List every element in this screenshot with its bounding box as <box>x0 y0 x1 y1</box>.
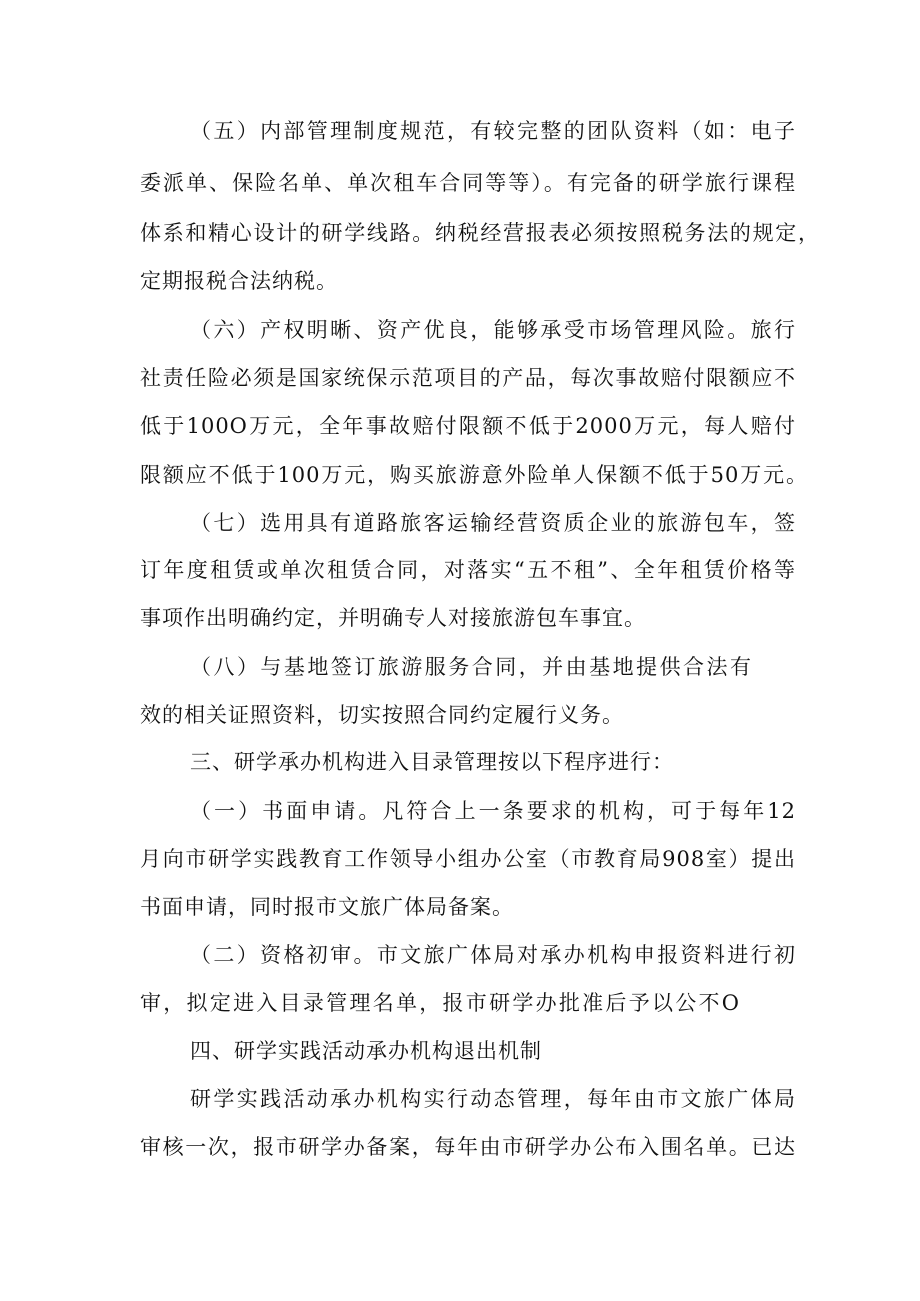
paragraph-line: （八）与基地签订旅游服务合同，并由基地提供合法有 <box>190 655 752 679</box>
paragraph-line: 社责任险必须是国家统保示范项目的产品，每次事故赔付限额应不 <box>140 366 796 390</box>
paragraph-line: 效的相关证照资料，切实按照合同约定履行义务。 <box>140 703 624 727</box>
paragraph-line: 定期报税合法纳税。 <box>140 269 338 293</box>
paragraph-line: 审核一次，报市研学办备案，每年由市研学办公布入围名单。已达 <box>140 1135 796 1159</box>
paragraph-line: （五）内部管理制度规范，有较完整的团队资料（如：电子 <box>190 119 796 143</box>
paragraph-line: 事项作出明确约定，并明确专人对接旅游包车事宜。 <box>140 606 646 630</box>
paragraph-line: （七）选用具有道路旅客运输经营资质企业的旅游包车，签 <box>190 511 796 535</box>
paragraph-line: 书面申请，同时报市文旅广体局备案。 <box>140 895 514 919</box>
paragraph-line: （六）产权明晰、资产优良，能够承受市场管理风险。旅行 <box>190 318 796 342</box>
section-heading: 四、研学实践活动承办机构退出机制 <box>190 1039 542 1063</box>
paragraph-line: 订年度租赁或单次租赁合同，对落实“五不租”、全年租赁价格等 <box>140 558 796 582</box>
paragraph-line: 审，拟定进入目录管理名单，报市研学办批准后予以公不O <box>140 991 740 1015</box>
paragraph-line: 低于100O万元，全年事故赔付限额不低于2000万元，每人赔付 <box>140 414 796 438</box>
paragraph-line: 体系和精心设计的研学线路。纳税经营报表必须按照税务法的规定， <box>140 221 820 245</box>
paragraph-line: 月向市研学实践教育工作领导小组办公室（市教育局908室）提出 <box>140 847 796 871</box>
paragraph-line: 限额应不低于100万元，购买旅游意外险单人保额不低于50万元。 <box>140 463 808 487</box>
paragraph-line: （二）资格初审。市文旅广体局对承办机构申报资料进行初 <box>190 943 796 967</box>
section-heading: 三、研学承办机构进入目录管理按以下程序进行： <box>190 750 674 774</box>
paragraph-line: 研学实践活动承办机构实行动态管理，每年由市文旅广体局 <box>190 1087 796 1111</box>
paragraph-line: 委派单、保险名单、单次租车合同等等）。有完备的研学旅行课程 <box>140 171 796 195</box>
paragraph-line: （一）书面申请。凡符合上一条要求的机构，可于每年12 <box>190 799 796 823</box>
